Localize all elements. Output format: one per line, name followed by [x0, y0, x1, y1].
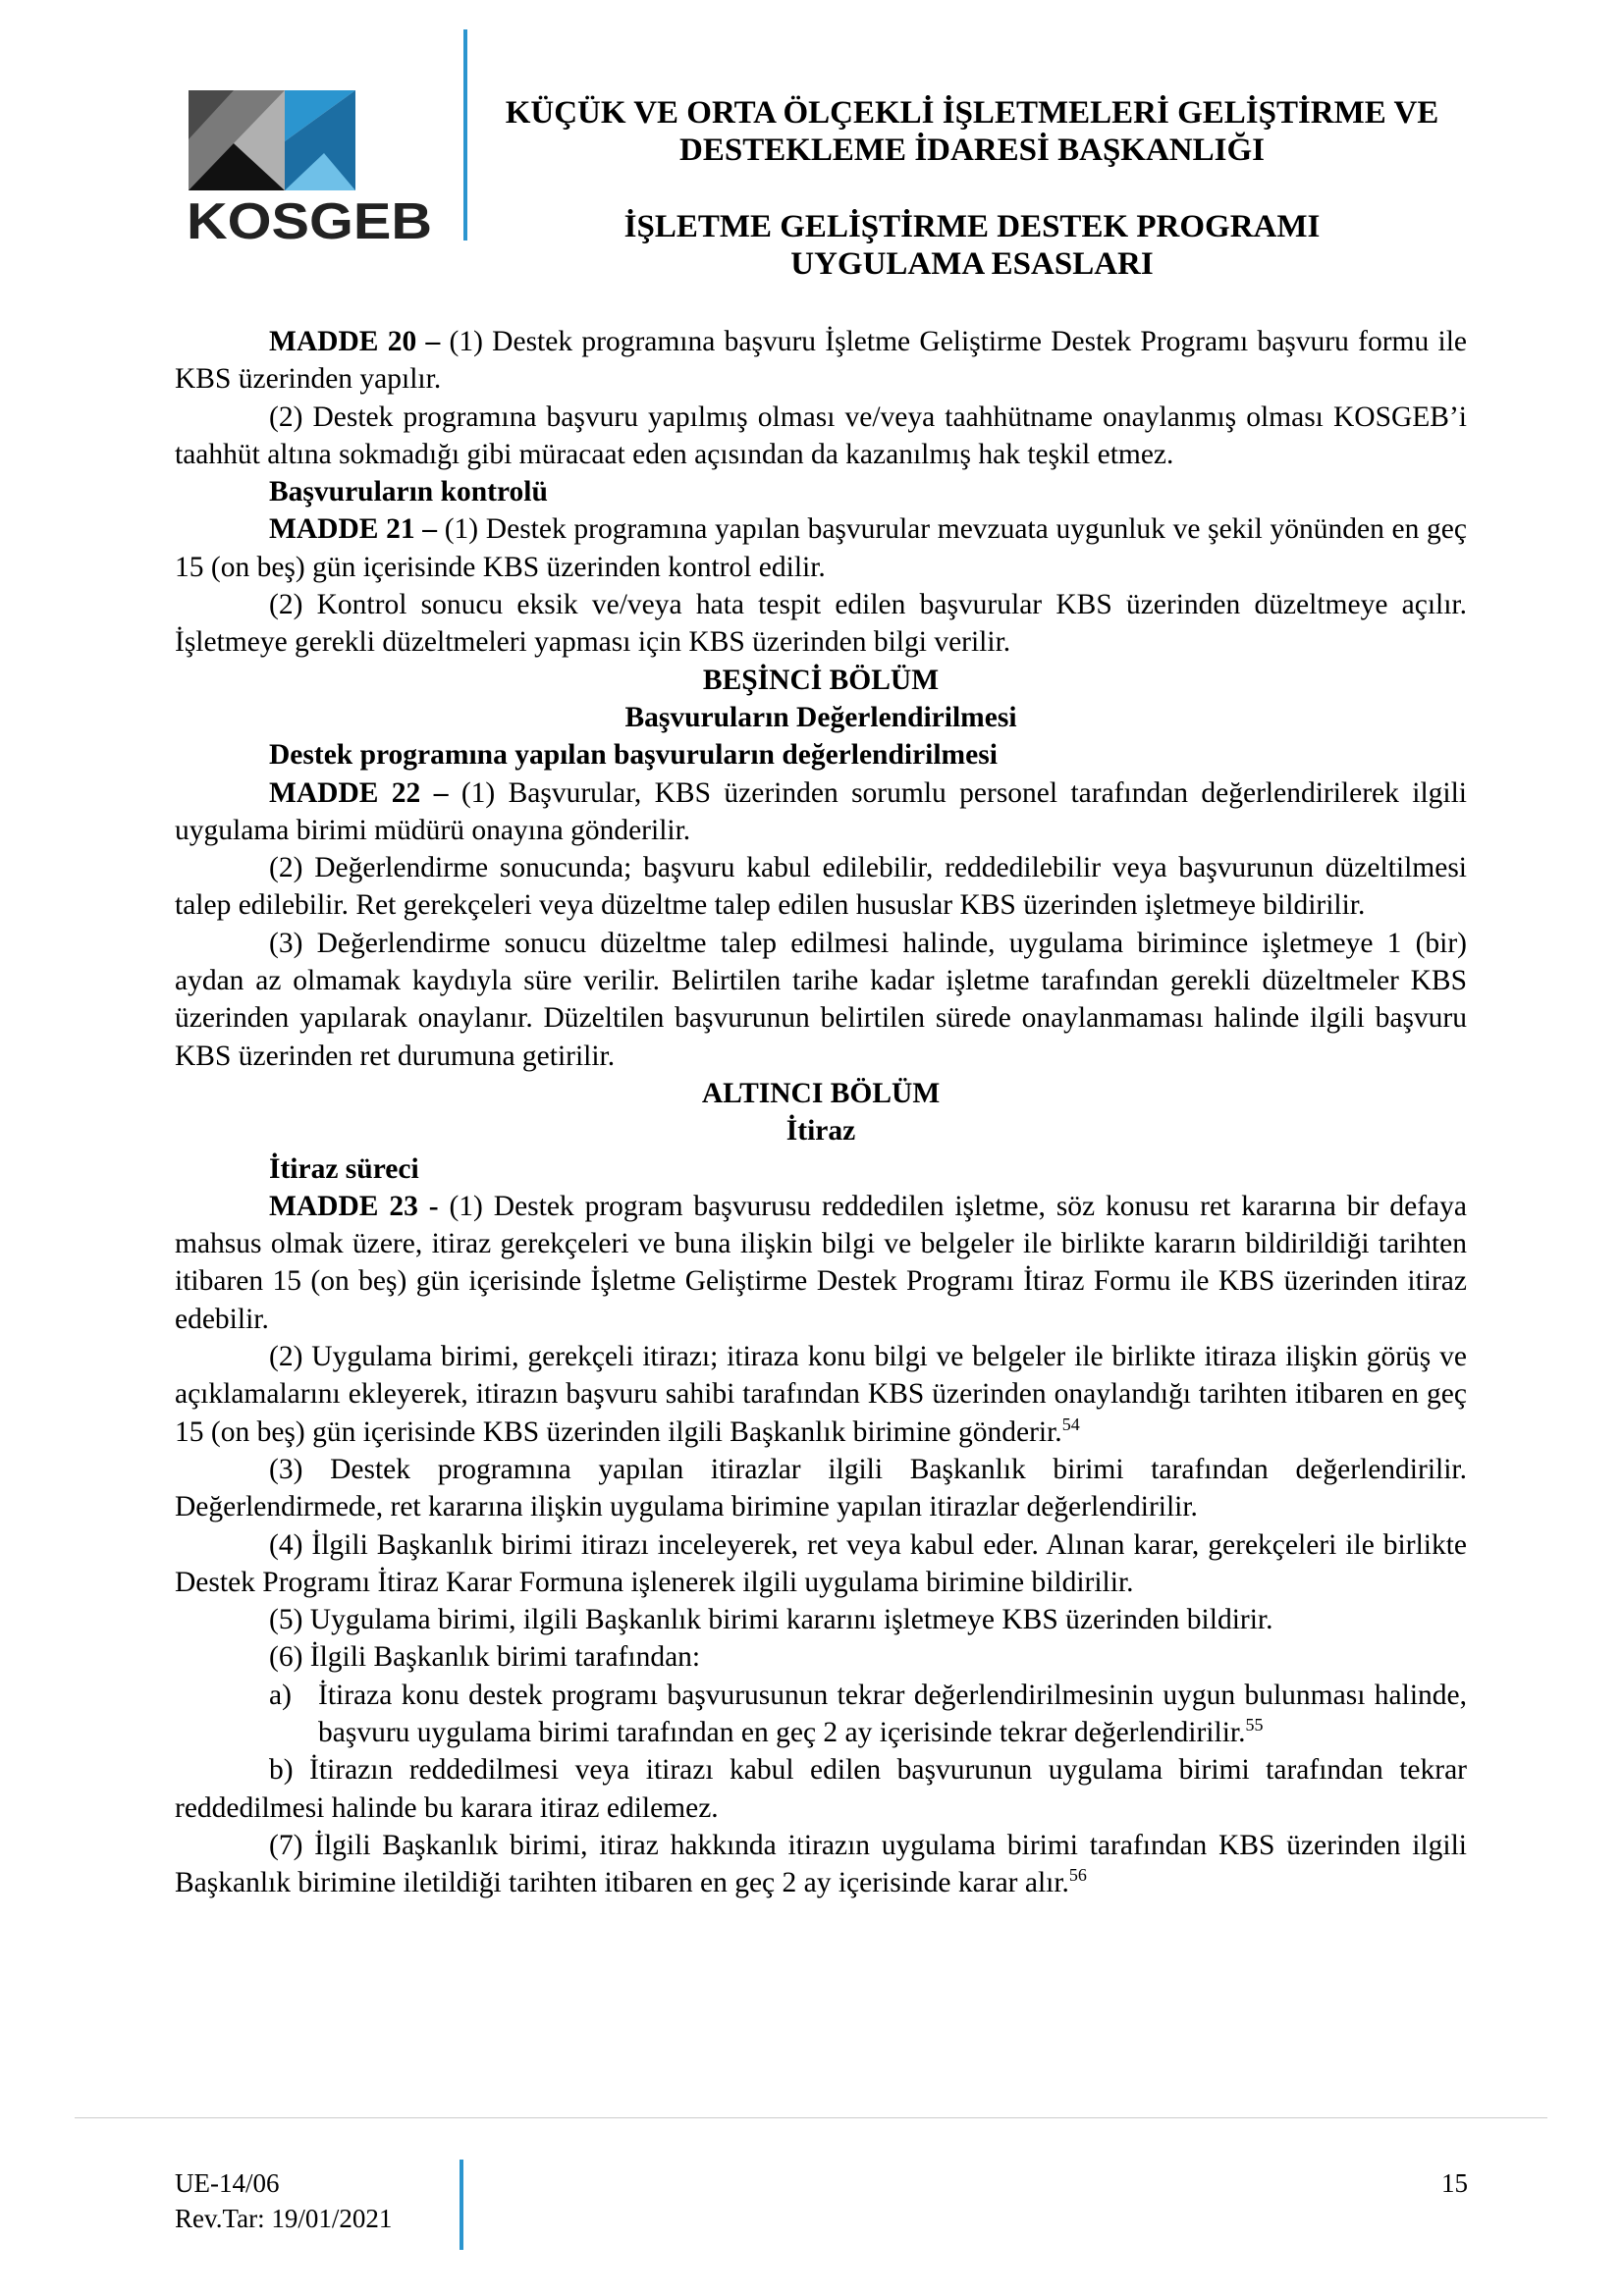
article-22-label: MADDE 22 –	[269, 776, 449, 809]
part-6-title: ALTINCI BÖLÜM	[701, 1077, 941, 1109]
article-23-para-3: (3) Destek programına yapılan itirazlar ilgili Başkanlık birimi tarafından değerlendirilir. Değerlendirmede, ret kararına ilişkin uygulama birimine yapılan itirazlar değerlendirilir.	[175, 1453, 1467, 1523]
logo-text: KOSGEB	[187, 193, 432, 245]
heading-itiraz: İtiraz süreci	[269, 1152, 419, 1185]
org-title-line2: DESTEKLEME İDARESİ BAŞKANLIĞI	[679, 133, 1265, 168]
kosgeb-logo	[187, 88, 432, 245]
article-20-para-1: MADDE 20 – (1) Destek programına başvuru İşletme Geliştirme Destek Programı başvuru formu ile KBS üzerinden yapılır.	[175, 326, 1467, 396]
organization-title	[491, 94, 1453, 169]
program-title	[491, 208, 1453, 283]
footnote-ref-55: 55	[1245, 1715, 1264, 1735]
article-20-para-2: (2) Destek programına başvuru yapılmış olması ve/veya taahhütname onaylanmış olması KOSGEB’i taahhüt altına sokmadığı gibi müracaat eden açısından da kazanılmış hak teşkil etmez.	[175, 400, 1467, 470]
article-21-para-1: MADDE 21 – (1) Destek programına yapılan başvurular mevzuata uygunluk ve şekil yönünden en geç 15 (on beş) gün içerisinde KBS üzerinden kontrol edilir.	[175, 513, 1467, 583]
article-23-item-a: a) İtiraza konu destek programı başvurusunun tekrar değerlendirilmesinin uygun bulunması halinde, başvuru uygulama birimi tarafından en geç 2 ay içerisinde tekrar değerlendirilir.$^{55}$	[175, 1677, 1467, 1752]
item-a-label: a)	[269, 1679, 292, 1711]
article-23-para-1: MADDE 23 - (1) Destek program başvurusu reddedilen işletme, söz konusu ret kararına bir defaya mahsus olmak üzere, itiraz gerekçeleri ve buna ilişkin bilgi ve belgeler ile birlikte kararın bildirildiği tarihten itibaren 15 (on beş) gün içerisinde İşletme Geliştirme Destek Programı İtiraz Formu ile KBS üzerinden itiraz edebilir.	[175, 1190, 1467, 1335]
footer-accent-rule	[460, 2160, 463, 2250]
document-code	[175, 2165, 392, 2236]
doc-code-text: UE-14/06	[175, 2168, 280, 2198]
article-22-para-1: MADDE 22 – (1) Başvurular, KBS üzerinden sorumlu personel tarafından değerlendirilerek ilgili uygulama birimi müdürü onayına gönderilir.	[175, 776, 1468, 846]
article-20-label: MADDE 20 –	[269, 326, 441, 357]
article-21-label: MADDE 21 –	[269, 513, 438, 546]
article-22-para-2: (2) Değerlendirme sonucunda; başvuru kabul edilebilir, reddedilebilir veya başvurunun düzeltilmesi talep edilebilir. Ret gerekçeleri veya düzeltme talep edilen hususlar KBS üzerinden işletmeye bildirilir.	[175, 852, 1467, 922]
article-23-item-b: b) İtirazın reddedilmesi veya itirazı kabul edilen başvurunun uygulama birimi tarafından tekrar reddedilmesi halinde bu karara itiraz edilemez.	[175, 1754, 1467, 1824]
article-23-para-4: (4) İlgili Başkanlık birimi itirazı inceleyerek, ret veya kabul eder. Alınan karar, gerekçeleri ile birlikte Destek Programı İtiraz Karar Formuna işlenerek ilgili uygulama birimine bildirilir.	[175, 1528, 1467, 1598]
part-5-subtitle: Başvuruların Değerlendirilmesi	[624, 701, 1017, 733]
article-23-para-5: (5) Uygulama birimi, ilgili Başkanlık birimi kararını işletmeye KBS üzerinden bildirir.	[269, 1604, 1273, 1636]
org-title-line1: KÜÇÜK VE ORTA ÖLÇEKLİ İŞLETMELERİ GELİŞTİRME VE	[505, 95, 1439, 131]
page-number: 15	[1441, 2168, 1468, 2198]
article-23-label: MADDE 23 -	[269, 1190, 439, 1222]
header-divider	[463, 29, 467, 240]
part-5-title: BEŞİNCİ BÖLÜM	[702, 664, 940, 696]
heading-degerlendirme: Destek programına yapılan başvuruların değerlendirilmesi	[269, 739, 998, 772]
document-body	[175, 323, 1467, 1901]
footnote-ref-56: 56	[1068, 1865, 1087, 1886]
article-23-para-6: (6) İlgili Başkanlık birimi tarafından:	[269, 1641, 701, 1674]
program-title-line1: İŞLETME GELİŞTİRME DESTEK PROGRAMI	[623, 209, 1321, 244]
article-21-para-2: (2) Kontrol sonucu eksik ve/veya hata tespit edilen başvurular KBS üzerinden düzeltmeye açılır. İşletmeye gerekli düzeltmeleri yapması için KBS üzerinden bilgi verilir.	[175, 589, 1467, 659]
part-6-subtitle: İtiraz	[785, 1115, 856, 1148]
footer-divider	[75, 2117, 1547, 2118]
program-title-line2: UYGULAMA ESASLARI	[790, 246, 1154, 282]
revision-date: Rev.Tar: 19/01/2021	[175, 2204, 393, 2233]
footnote-ref-54: 54	[1061, 1414, 1080, 1434]
article-23-para-2: (2) Uygulama birimi, gerekçeli itirazı; itiraza konu bilgi ve belgeler ile birlikte itiraza ilişkin görüş ve açıklamalarını ekleyerek, itirazın başvuru sahibi tarafından KBS üzerinden onaylandığı tarihten itibaren en geç 15 (on beş) gün içerisinde KBS üzerinden ilgili Başkanlık birimine gönderir.$^{54}$	[175, 1341, 1467, 1448]
article-23-para-7: (7) İlgili Başkanlık birimi, itiraz hakkında itirazın uygulama birimi tarafından KBS üzerinden ilgili Başkanlık birimine iletildiği tarihten itibaren en geç 2 ay içerisinde karar alır.$^{56}$	[175, 1829, 1467, 1899]
heading-kontrol: Başvuruların kontrolü	[269, 476, 548, 508]
article-22-para-3: (3) Değerlendirme sonucu düzeltme talep edilmesi halinde, uygulama birimince işletmeye 1 (bir) aydan az olmamak kaydıyla süre verilir. Belirtilen tarihe kadar işletme tarafından gerekli düzeltmeler KBS üzerinden yapılarak onaylanır. Düzeltilen başvurunun belirtilen sürede onaylanmaması halinde ilgili başvuru KBS üzerinden ret durumuna getirilir.	[175, 927, 1467, 1072]
